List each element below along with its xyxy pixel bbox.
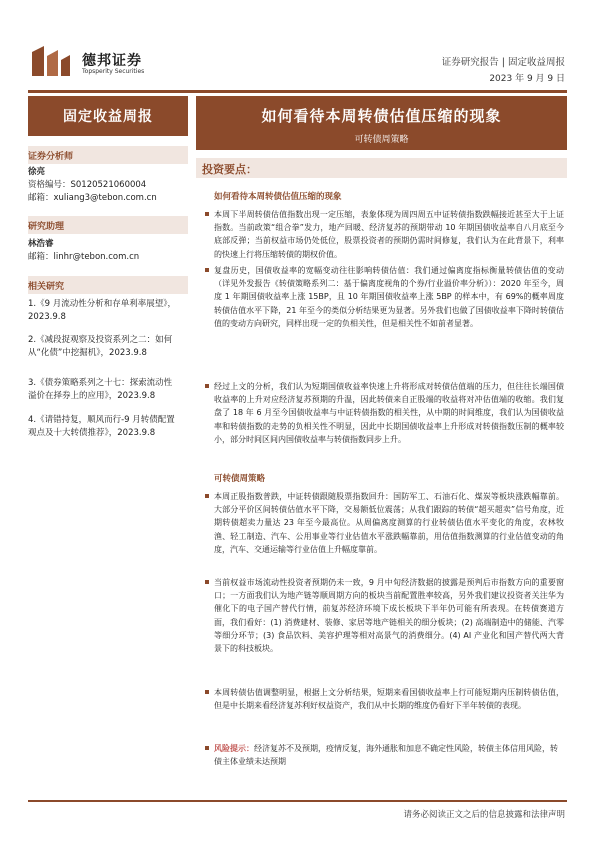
related-item[interactable]: 2.《减段捉观察及投资系列之二：如何从“化债”中挖掘机》，2023.9.8 (28, 335, 173, 358)
footer-divider (28, 800, 567, 802)
report-type: 证券研究报告 | 固定收益周报 (441, 57, 565, 68)
bullet-icon (205, 268, 209, 272)
investment-highlights-header: 投资要点： (196, 158, 567, 178)
paragraph: 本周转债估值调整明显，根据上文分析结果，短期来看国债收益率上行可能短期内压制转债估值，但是中长期来看经济复苏利好权益资产，我们从中长期的维度仍看好下半年转债的表现。 (214, 686, 564, 712)
related-item[interactable]: 3.《债券策略系列之十七：探索流动性溢价在择券上的应用》，2023.9.8 (28, 378, 173, 401)
related-item[interactable]: 4.《请错持复，顺风而行-9 月转债配置观点及十大转债推荐》，2023.9.8 (28, 415, 175, 438)
bullet-icon (205, 690, 209, 694)
report-title-banner (196, 96, 567, 150)
risk-warning (214, 742, 564, 768)
report-title: 如何看待本周转债估值压缩的现象 (261, 107, 502, 125)
header-divider (28, 90, 567, 93)
bullet-icon (205, 212, 209, 216)
bullet-icon (205, 384, 209, 388)
related-section-header: 相关研究 (28, 276, 188, 294)
paragraph: 本周下半周转债估值指数出现一定压缩，表象体现为周四周五中证转债指数跌幅接近甚至大于上证指数。当前政策“组合拳”发力，地产回暖、经济复苏的预期带动 10 年期国债收益率自八月底至今底部反弹；当前权益市场仍处低位，股票投资者的预期仍需时间修复，我们认为在此背景下，利率的快速上行将压缩转债的期权价值。 (214, 208, 564, 261)
report-subtitle: 可转债周策略 (354, 135, 409, 145)
section-heading: 如何看待本周转债估值压缩的现象 (214, 192, 342, 202)
related-item[interactable]: 1.《9 月流动性分析和存单利率展望》，2023.9.8 (28, 299, 176, 322)
assistant-name: 林浩睿 (28, 239, 54, 249)
assistant-section-header: 研究助理 (28, 216, 188, 234)
analyst-name: 徐亮 (28, 167, 46, 177)
footer-disclaimer[interactable]: 请务必阅读正文之后的信息披露和法律声明 (403, 810, 565, 820)
brand-name-en: Topsperity Securities (82, 68, 145, 75)
paragraph: 当前权益市场流动性投资者预期仍未一致，9 月中旬经济数据的披露是预判后市指数方向的重要窗口；一方面我们认为地产链等顺周期方向的板块当前配置胜率较高，另外我们建议投资者关注华为催化下的电子国产替代行情，前复苏经济环境下成长板块下半年仍可能有所表现。在转债赛道方面，我们看好：(1) 消费建材、装修、家居等地产链相关的细分板块；(2) 高端制造中的储能、汽零等细分环节；(3) 食品饮料、美容护理等相对高景气的消费细分。(4) AI 产业化和国产替代两大背景下的科技板块。 (214, 576, 564, 655)
sidebar-title: 固定收益周报 (28, 96, 188, 136)
company-logo-icon (28, 42, 74, 82)
analyst-section-header: 证券分析师 (28, 146, 188, 164)
risk-label: 风险提示： (214, 744, 254, 753)
bullet-icon (205, 494, 209, 498)
bullet-icon (205, 746, 209, 750)
analyst-email[interactable]: 邮箱：xuliang3@tebon.com.cn (28, 193, 157, 203)
paragraph: 经过上文的分析，我们认为短期国债收益率快速上升将形成对转债估值端的压力，但往往长端国债收益率的上升对应经济复苏预期的升温，因此转债来自正股端的收益将对冲估值端的收缩。我们复盘了 18 年 6 月至今国债收益率与中证转债指数的相关性，从中期的时间维度，我们认为国债收益率和转债指数的走势的负相关性不明显，因此中长期国债收益率上升形成对转债指数压制的概率较小，部分时间区间内国债收益率与转债指数同步上升。 (214, 380, 564, 446)
analyst-cert: 资格编号：S0120521060004 (28, 180, 147, 190)
report-date: 2023 年 9 月 9 日 (489, 74, 565, 84)
paragraph: 复盘历史，国债收益率的宽幅变动往往影响转债估值：我们通过偏离度指标衡量转债估值的变动（详见外发报告《转债策略系列二：基于偏离度视角的个券/行业溢价率分析》）：2020 年至今，周度 1 年期国债收益率上涨 15BP，且 10 年期国债收益率上涨 5BP 的样本中，有 69%的概率周度转债估值水平下降，21 年至今的类似分析结果更为显著。另外我们也做了国债收益率下降时转债估值的变动方向研究，同样出现一定的负相关性，但是相关性不如前者显著。 (214, 264, 564, 330)
bullet-icon (205, 580, 209, 584)
assistant-email[interactable]: 邮箱：linhr@tebon.com.cn (28, 252, 140, 262)
paragraph: 本周正股指数普跌，中证转债跟随股票指数回升：国防军工、石油石化、煤炭等板块涨跌幅靠前。大部分平价区间转债估值水平下降，交易额低位震荡；从我们跟踪的转债“超买超卖”信号角度，近期转债超卖力量达 23 年至今最高位。从周偏离度测算的行业转债估值水平变化的角度，农林牧渔、轻工制造、汽车、公用事业等行业估值水平涨跌幅靠前，用估值指数测算的行业估值变动的角度，汽车、交通运输等行业估值上升幅度靠前。 (214, 490, 564, 556)
risk-text: 经济复苏不及预期，疫情反复，海外通胀和加息不确定性风险，转债主体信用风险，转债主体业绩未达预期 (214, 744, 558, 767)
brand-name: 德邦证券 (82, 53, 142, 69)
section-heading: 可转债周策略 (214, 474, 266, 484)
